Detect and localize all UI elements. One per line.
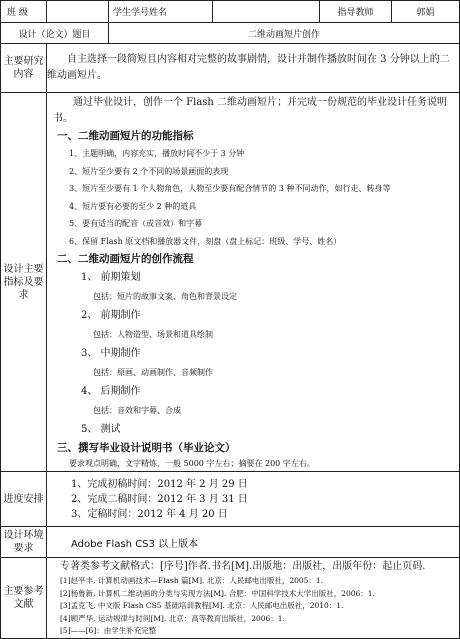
main-content-text: 自主选择一段简短且内容相对完整的故事剧情，设计并制作播放时间在 3 分钟以上的二维动画短片。 — [47, 44, 460, 93]
process-step: 2、 前期制作 — [81, 310, 141, 321]
design-requirements-body — [47, 93, 460, 472]
schedule-body — [47, 472, 460, 527]
schedule-label: 进度安排 — [1, 472, 47, 527]
indicator-item: 3、短片至少要有 1 个人物角色，人物至少要有配合情节的 3 种不同动作，如行走、转身等 — [69, 184, 391, 193]
main-content-row — [1, 44, 460, 93]
design-requirements-label: 设计主要指标及要求 — [1, 93, 47, 472]
class-row — [1, 1, 460, 23]
process-step: 3、 中期制作 — [81, 348, 141, 359]
schedule-item: 2、完成二稿时间：2012 年 3 月 31 日 — [71, 493, 248, 505]
indicator-item: 5、要有适当的配音（或音效）和字幕 — [69, 219, 203, 228]
indicator-item: 1、主题明确，内容充实，播放时间不少于 3 分钟 — [69, 149, 245, 158]
advisor-name: 郭娟 — [392, 1, 460, 23]
environment-label: 设计环境要求 — [1, 527, 47, 558]
class-value — [47, 1, 109, 23]
reference-format: 专著类参考文献格式：[序号]作者.书名[M].出版地：出版社，出版年份：起止页码. — [60, 561, 426, 572]
indicator-item: 2、短片至少要有 2 个不同的场景画面的表现 — [69, 166, 229, 176]
schedule-row — [1, 472, 460, 527]
reference-item: [5]——[6]：由学生补充完整 — [60, 626, 157, 635]
process-step-detail: 包括：短片的故事文案、角色和背景设定 — [93, 292, 237, 301]
thesis-requirement: 要求观点明确，文字精炼，一般 5000 字左右；摘要在 200 字左右。 — [69, 459, 315, 468]
reference-item: [2]杨鲁新, 计算机二维动画的分类与实现方法[M]. 合肥：中国科学技术大学出版社，2006：1. — [60, 588, 375, 598]
indicator-item: 6、保留 Flash 原文档和播放器文件，刻盘（盘上标记：班级、学号、姓名） — [69, 236, 342, 246]
references-row — [1, 558, 460, 639]
title-row — [1, 23, 460, 44]
process-step-detail: 包括：人物造型、场景和道具绘制 — [93, 330, 213, 339]
environment-row — [1, 527, 460, 558]
process-step-detail: 包括：原画、动画制作、音频制作 — [93, 368, 213, 377]
student-id-name-label: 学生学号姓名 — [109, 1, 213, 23]
section-heading-3: 三、撰写毕业设计说明书（毕业论文） — [57, 442, 236, 454]
design-requirements-row — [1, 93, 460, 472]
main-content-label: 主要研究内容 — [1, 44, 47, 93]
schedule-item: 1、完成初稿时间：2012 年 2 月 29 日 — [71, 478, 248, 490]
advisor-label: 指导教师 — [320, 1, 392, 23]
reference-item: [1]赵平丰, 计算机动画技术—Flash 篇[M]. 北京：人民邮电出版社，2005：1. — [60, 576, 324, 585]
class-label: 班 级 — [1, 1, 47, 23]
thesis-title: 二维动画短片创作 — [109, 23, 460, 44]
process-step: 4、 后期制作 — [81, 386, 141, 397]
environment-value: Adobe Flash CS3 以上版本 — [47, 527, 460, 558]
section-heading-1: 一、二维动画短片的功能指标 — [57, 130, 194, 142]
requirements-intro: 通过毕业设计，创作一个 Flash 二维动画短片；并完成一份规范的毕业设计任务说明书。 — [53, 97, 448, 124]
process-step: 5、 测试 — [81, 424, 121, 435]
reference-item: [4]顾严华, 运动规律与时间[M]. 北京：高等教育出版社，2006：1. — [60, 613, 285, 623]
references-body — [47, 558, 460, 639]
reference-item: [3]孟克飞, 中文版 Flash CS5 基础培训教程[M]. 北京：人民邮电出版社，2010：1. — [60, 601, 344, 610]
student-id-name-value — [213, 1, 320, 23]
process-step-detail: 包括：音效和字幕、合成 — [93, 406, 181, 415]
schedule-item: 3、定稿时间：2012 年 4 月 20 日 — [71, 508, 228, 520]
indicator-item: 4、短片要有必要的至少 2 种的道具 — [69, 201, 197, 211]
process-step: 1、 前期策划 — [81, 272, 141, 283]
section-heading-2: 二、二维动画短片的创作流程 — [57, 253, 194, 265]
references-label: 主要参考文献 — [1, 558, 47, 639]
thesis-title-label: 设计（论文）题目 — [1, 23, 109, 44]
